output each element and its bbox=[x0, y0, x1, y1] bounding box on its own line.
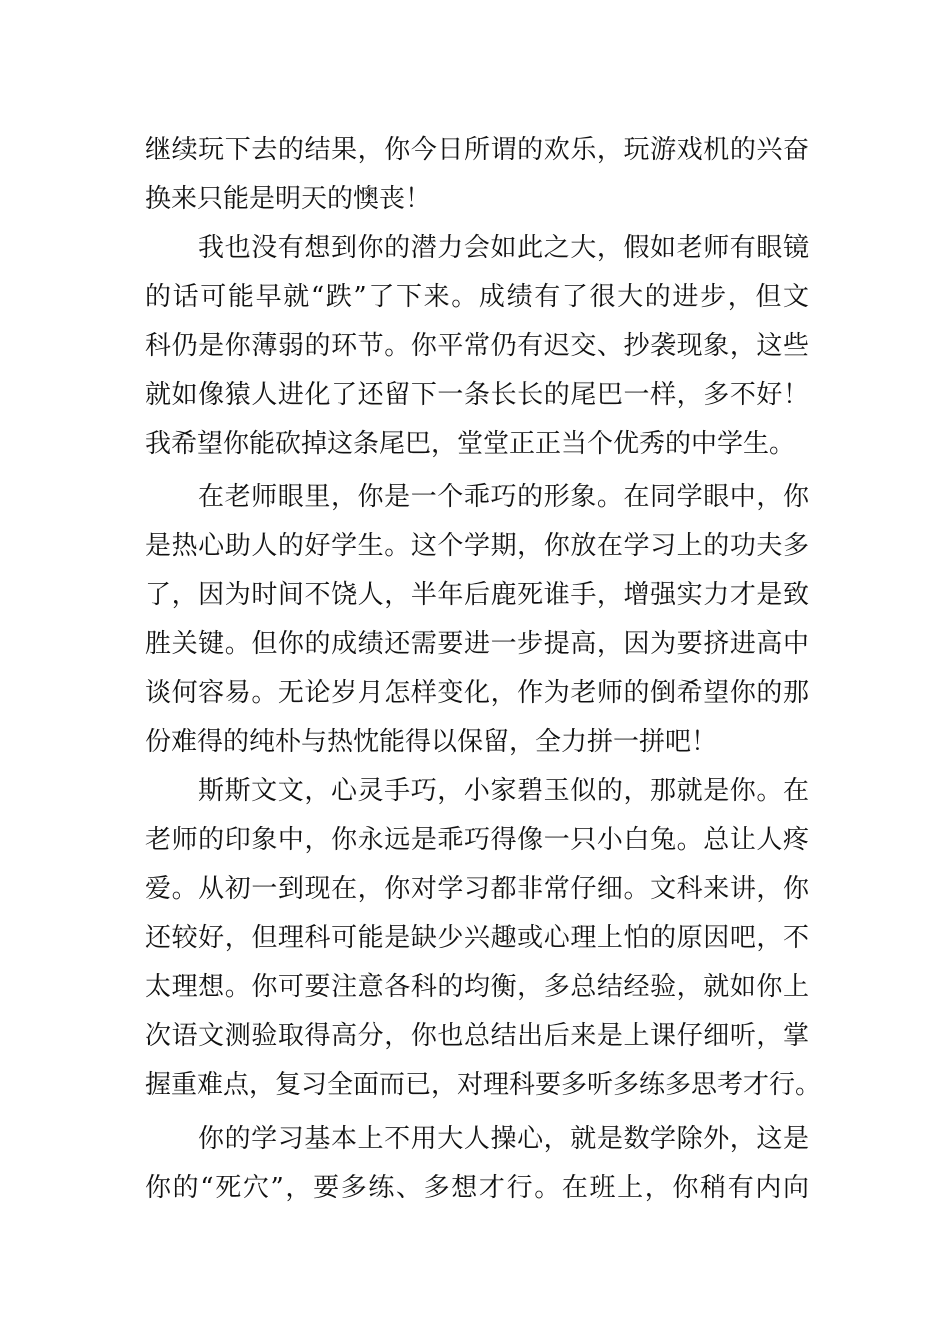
text-line: 份难得的纯朴与热忱能得以保留，全力拼一拼吧！ bbox=[145, 727, 718, 757]
text-line: 老师的印象中，你永远是乖巧得像一只小白兔。总让人疼 bbox=[145, 825, 809, 855]
text-line: 次语文测验取得高分，你也总结出后来是上课仔细听，掌 bbox=[145, 1021, 809, 1051]
text-line: 太理想。你可要注意各科的均衡，多总结经验，就如你上 bbox=[145, 972, 809, 1002]
text-line: 换来只能是明天的懊丧！ bbox=[145, 184, 432, 214]
text-line: 爱。从初一到现在，你对学习都非常仔细。文科来讲，你 bbox=[145, 874, 809, 904]
paragraph-first-line: 在老师眼里，你是一个乖巧的形象。在同学眼中，你 bbox=[198, 482, 809, 512]
text-line: 是热心助人的好学生。这个学期，你放在学习上的功夫多 bbox=[145, 531, 809, 561]
text-line: 就如像猿人进化了还留下一条长长的尾巴一样，多不好！ bbox=[145, 380, 809, 410]
text-line: 继续玩下去的结果，你今日所谓的欢乐，玩游戏机的兴奋 bbox=[145, 135, 809, 165]
text-line: 谈何容易。无论岁月怎样变化，作为老师的倒希望你的那 bbox=[145, 678, 809, 708]
paragraph-first-line: 我也没有想到你的潜力会如此之大，假如老师有眼镜 bbox=[198, 233, 809, 263]
paragraph-first-line: 你的学习基本上不用大人操心，就是数学除外，这是 bbox=[198, 1124, 809, 1154]
text-line: 握重难点，复习全面而已，对理科要多听多练多思考才行。 bbox=[145, 1070, 822, 1100]
text-line: 胜关键。但你的成绩还需要进一步提高，因为要挤进高中 bbox=[145, 629, 809, 659]
text-line: 了，因为时间不饶人，半年后鹿死谁手，增强实力才是致 bbox=[145, 580, 809, 610]
text-line: 我希望你能砍掉这条尾巴，堂堂正正当个优秀的中学生。 bbox=[145, 429, 796, 459]
text-line: 还较好，但理科可能是缺少兴趣或心理上怕的原因吧，不 bbox=[145, 923, 809, 953]
text-line: 科仍是你薄弱的环节。你平常仍有迟交、抄袭现象，这些 bbox=[145, 331, 809, 361]
text-line: 的话可能早就“跌”了下来。成绩有了很大的进步，但文 bbox=[145, 282, 809, 312]
paragraph-first-line: 斯斯文文，心灵手巧，小家碧玉似的，那就是你。在 bbox=[198, 776, 809, 806]
text-line: 你的“死穴”，要多练、多想才行。在班上，你稍有内向 bbox=[145, 1173, 809, 1203]
